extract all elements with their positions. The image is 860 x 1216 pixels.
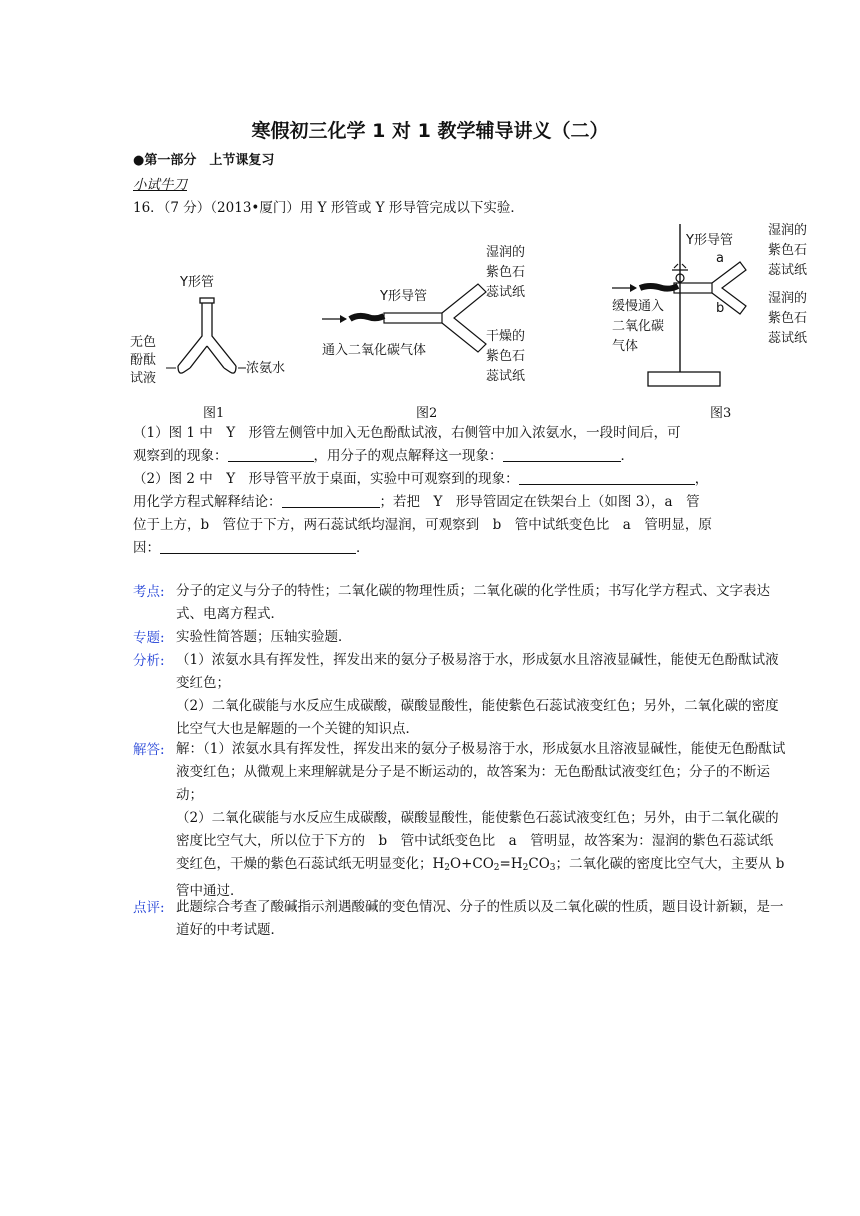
fig2-bottom-label-1: 干燥的 — [486, 329, 526, 344]
fig3-caption: 图3 — [710, 406, 732, 421]
figure-3 — [608, 220, 834, 396]
chemical-equation — [433, 856, 556, 872]
zhuanti-text: 实验性简答题；压轴实验题． — [176, 629, 352, 645]
dianping-text: 此题综合考查了酸碱指示剂遇酸碱的变色情况、分子的性质以及二氧化碳的性质，题目设计新颖，是一道好的中考试题． — [176, 899, 784, 938]
eq-part: O+CO — [450, 856, 494, 872]
fig3-top-label-3: 蕊试纸 — [768, 263, 808, 278]
subsection-heading: 小试牛刀 — [133, 177, 187, 193]
fig3-inlet-label-1: 缓慢通入 — [612, 299, 665, 314]
jieda-text-2 — [176, 807, 786, 903]
jieda-text-2a: （2）二氧化碳能与水反应生成碳酸，碳酸显酸性，能使紫色石蕊试液变红色；另外，由于二氧化碳的密度比空气大，所以位于下方的 b 管中试纸变色比 a 管明显，故答案为：湿润的紫色石蕊试纸变红色，干燥的紫色石蕊试纸无明显变化； — [176, 810, 779, 872]
jieda-label: 解答: — [133, 742, 165, 758]
p2-reason-label: 因： — [133, 540, 160, 556]
p2-end: ． — [356, 540, 370, 556]
fig2-tube-label: Y形导管 — [380, 289, 427, 304]
fenxi-text-2: （2）二氧化碳能与水反应生成碳酸，碳酸显酸性，能使紫色石蕊试液变红色；另外，二氧化碳的密度比空气大也是解题的一个关键的知识点． — [176, 698, 779, 737]
fig3-inlet-label-2: 二氧化碳 — [612, 319, 665, 334]
p1-observe-label: 观察到的现象： — [133, 448, 228, 464]
question-part2-line1 — [133, 470, 708, 488]
kaodian-label: 考点: — [133, 584, 165, 600]
fig2-top-label-2: 紫色石 — [486, 265, 526, 280]
jieda-text-2b: ；二氧化碳的密度比空气大，主要从 b 管中通过． — [176, 856, 785, 899]
zhuanti-label: 专题: — [133, 630, 165, 646]
answer-blank-2 — [503, 448, 621, 462]
p2-comma: ， — [694, 471, 709, 487]
question-part1-line2 — [133, 447, 634, 465]
p2-fig3-text: ；若把 Y 形导管固定在铁架台上（如图 3），a 管 — [379, 494, 700, 510]
question-part1-line1: （1）图 1 中 Y 形管左侧管中加入无色酚酞试液，右侧管中加入浓氨水，一段时间后，可 — [133, 425, 681, 441]
fig1-left-label-2: 酚酞 — [130, 353, 157, 368]
fig1-caption: 图1 — [203, 406, 225, 421]
fig1-right-label: 浓氨水 — [246, 361, 286, 376]
fig2-inlet-label: 通入二氧化碳气体 — [322, 343, 427, 358]
fig2-caption: 图2 — [416, 406, 438, 421]
fig3-a-label: a — [716, 251, 724, 266]
fig3-bottom-label-1: 湿润的 — [768, 291, 808, 306]
fig1-left-label-1: 无色 — [130, 335, 157, 350]
eq-part: H — [432, 856, 445, 872]
section-heading: ●第一部分 上节课复习 — [133, 153, 275, 168]
fig3-bottom-label-3: 蕊试纸 — [768, 331, 808, 346]
fig1-tube-label: Y形管 — [180, 275, 214, 290]
question-part2-line3: 位于上方，b 管位于下方，两石蕊试纸均湿润，可观察到 b 管中试纸变色比 a 管明显，原 — [133, 517, 712, 533]
answer-blank-5 — [160, 540, 356, 554]
fig2-bottom-label-2: 紫色石 — [486, 349, 526, 364]
answer-blank-1 — [228, 448, 314, 462]
eq-sub: 3 — [549, 863, 556, 873]
answer-blank-3 — [519, 471, 695, 485]
fig1-left-label-3: 试液 — [130, 371, 157, 386]
question-intro: 16．（7 分）（2013•厦门）用 Y 形管或 Y 形导管完成以下实验． — [133, 200, 524, 216]
fig3-b-label: b — [716, 301, 725, 316]
fenxi-label: 分析: — [133, 653, 165, 669]
eq-sub: 2 — [522, 863, 529, 873]
eq-part: CO — [528, 856, 550, 872]
p1-end: ． — [620, 448, 634, 464]
dianping-label: 点评: — [133, 900, 165, 916]
figure-2 — [318, 240, 558, 400]
p2-observe-label: （2）图 2 中 Y 形导管平放于桌面，实验中可观察到的现象： — [133, 471, 519, 487]
eq-sub: 2 — [493, 863, 500, 873]
fig2-bottom-label-3: 蕊试纸 — [486, 369, 526, 384]
fig3-tube-label: Y形导管 — [686, 233, 733, 248]
question-part2-line4 — [133, 539, 370, 557]
eq-part: =H — [499, 856, 523, 872]
jieda-text-1: 解：（1）浓氨水具有挥发性，挥发出来的氨分子极易溶于水，形成氨水且溶液显碱性，能使无色酚酞试液变红色；从微观上来理解就是分子是不断运动的，故答案为：无色酚酞试液变红色；分子的不断运动； — [176, 741, 786, 803]
fenxi-text-1: （1）浓氨水具有挥发性，挥发出来的氨分子极易溶于水，形成氨水且溶液显碱性，能使无色酚酞试液变红色； — [176, 652, 779, 691]
p2-equation-label: 用化学方程式解释结论： — [133, 494, 282, 510]
page-title: 寒假初三化学 1 对 1 教学辅导讲义（二） — [251, 120, 609, 142]
kaodian-text: 分子的定义与分子的特性；二氧化碳的物理性质；二氧化碳的化学性质；书写化学方程式、文字表达式、电离方程式． — [176, 583, 770, 622]
fig3-top-label-2: 紫色石 — [768, 243, 808, 258]
p1-explain-label: ，用分子的观点解释这一现象： — [313, 448, 503, 464]
fig2-top-label-1: 湿润的 — [486, 245, 526, 260]
answer-blank-4 — [282, 494, 380, 508]
fig3-top-label-1: 湿润的 — [768, 223, 808, 238]
fig3-inlet-label-3: 气体 — [612, 339, 639, 354]
question-part2-line2 — [133, 493, 700, 511]
eq-sub: 2 — [444, 863, 451, 873]
figure-1 — [128, 268, 308, 418]
fig3-bottom-label-2: 紫色石 — [768, 311, 808, 326]
fig2-top-label-3: 蕊试纸 — [486, 285, 526, 300]
